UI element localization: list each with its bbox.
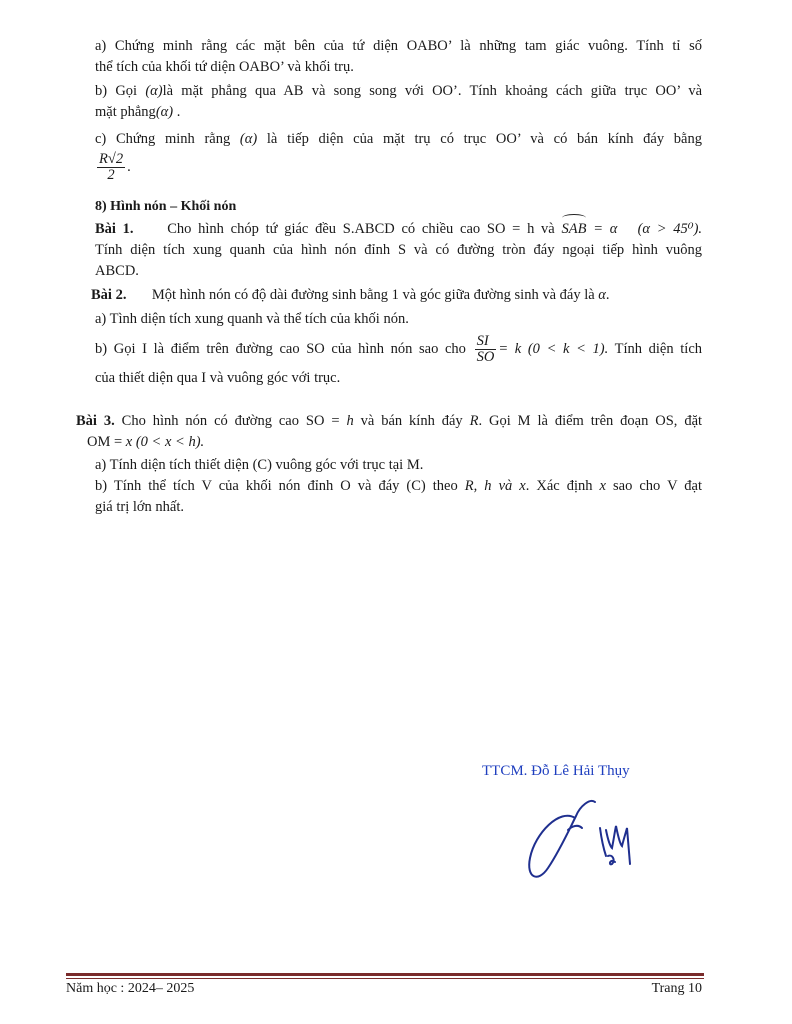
fraction-r-sqrt2-over-2: $\frac{R√2}{2}$ [99, 151, 124, 183]
problem-parts-top [95, 36, 702, 78]
bai-2-b-line2: của thiết diện qua I và vuông góc với trục. [95, 370, 341, 386]
part-c [95, 129, 702, 183]
part-b-line1: b) Gọi (α)là mặt phẳng qua AB và song song với OO’. Tính khoảng cách giữa trục OO’ và [95, 83, 703, 99]
bai-3-b-line1: b) Tính thể tích V của khối nón đỉnh O và đáy (C) theo R, h và x. Xác định x sao cho V đạt [95, 478, 703, 494]
bai-2-a: a) Tình diện tích xung quanh và thể tích của khối nón. [95, 311, 409, 327]
bai-1 [95, 219, 702, 282]
bai-2-line1: Bài 2. Một hình nón có độ dài đường sinh bằng 1 và góc giữa đường sinh và đáy là α. [91, 287, 610, 303]
part-b [95, 81, 702, 123]
fraction-si-over-so: $\frac{SI}{SO}$ [476, 333, 495, 366]
signature-stroke-1 [529, 801, 595, 877]
part-c-line1: c) Chứng minh rằng (α) là tiếp diện của mặt trụ có trục OO’ và có bán kính đáy bằng [95, 131, 702, 147]
part-c-line2: $\frac{R√2}{2}$ . [99, 151, 131, 183]
bai-3-b-line2: giá trị lớn nhất. [95, 499, 185, 515]
bai-1-line3: ABCD. [95, 263, 139, 279]
part-a-line2: thể tích của khối tứ diện OABO’ và khối trụ. [95, 59, 354, 75]
part-a-line1: a) Chứng minh rằng các mặt bên của tứ diện OABO’ là những tam giác vuông. Tính tỉ số [95, 38, 702, 54]
arc-angle-sab: SAB [562, 219, 587, 240]
bai-3-line2: OM = x (0 < x < h). [87, 434, 205, 450]
section-title: 8) Hình nón – Khối nón [95, 199, 237, 214]
bai-3 [76, 411, 702, 453]
bai-2-b [95, 332, 702, 389]
signature-stroke-2 [600, 826, 630, 864]
footer-school-year: Năm học : 2024– 2025 [66, 981, 195, 996]
footer-page-number: Trang 10 [651, 981, 702, 996]
footer-rule-thin [66, 978, 704, 979]
handwritten-signature [520, 788, 660, 888]
bai-1-line2: Tính diện tích xung quanh của hình nón đỉnh S và có đường tròn đáy ngoại tiếp hình vuông [95, 242, 702, 258]
bai-3-line1: Bài 3. Cho hình nón có đường cao SO = h và bán kính đáy R. Gọi M là điểm trên đoạn OS, đặt [76, 413, 703, 429]
bai-2-b-line1: b) Gọi I là điểm trên đường cao SO của hình nón sao cho $\frac{SI}{SO}$ = k (0 < k < 1). Tính diện tích [95, 333, 703, 366]
bai-1-line1: Bài 1. Cho hình chóp tứ giác đều S.ABCD có chiều cao SO = h và SAB = α (α > 45⁰). [95, 219, 702, 240]
signer-name: TTCM. Đỗ Lê Hải Thụy [482, 763, 630, 779]
bai-3-b [95, 476, 702, 518]
bai-3-a: a) Tính diện tích thiết diện (C) vuông góc với trục tại M. [95, 457, 424, 473]
part-b-line2: mặt phẳng(α) . [95, 104, 181, 120]
footer-rule-thick [66, 973, 704, 976]
bai-2 [91, 285, 702, 306]
